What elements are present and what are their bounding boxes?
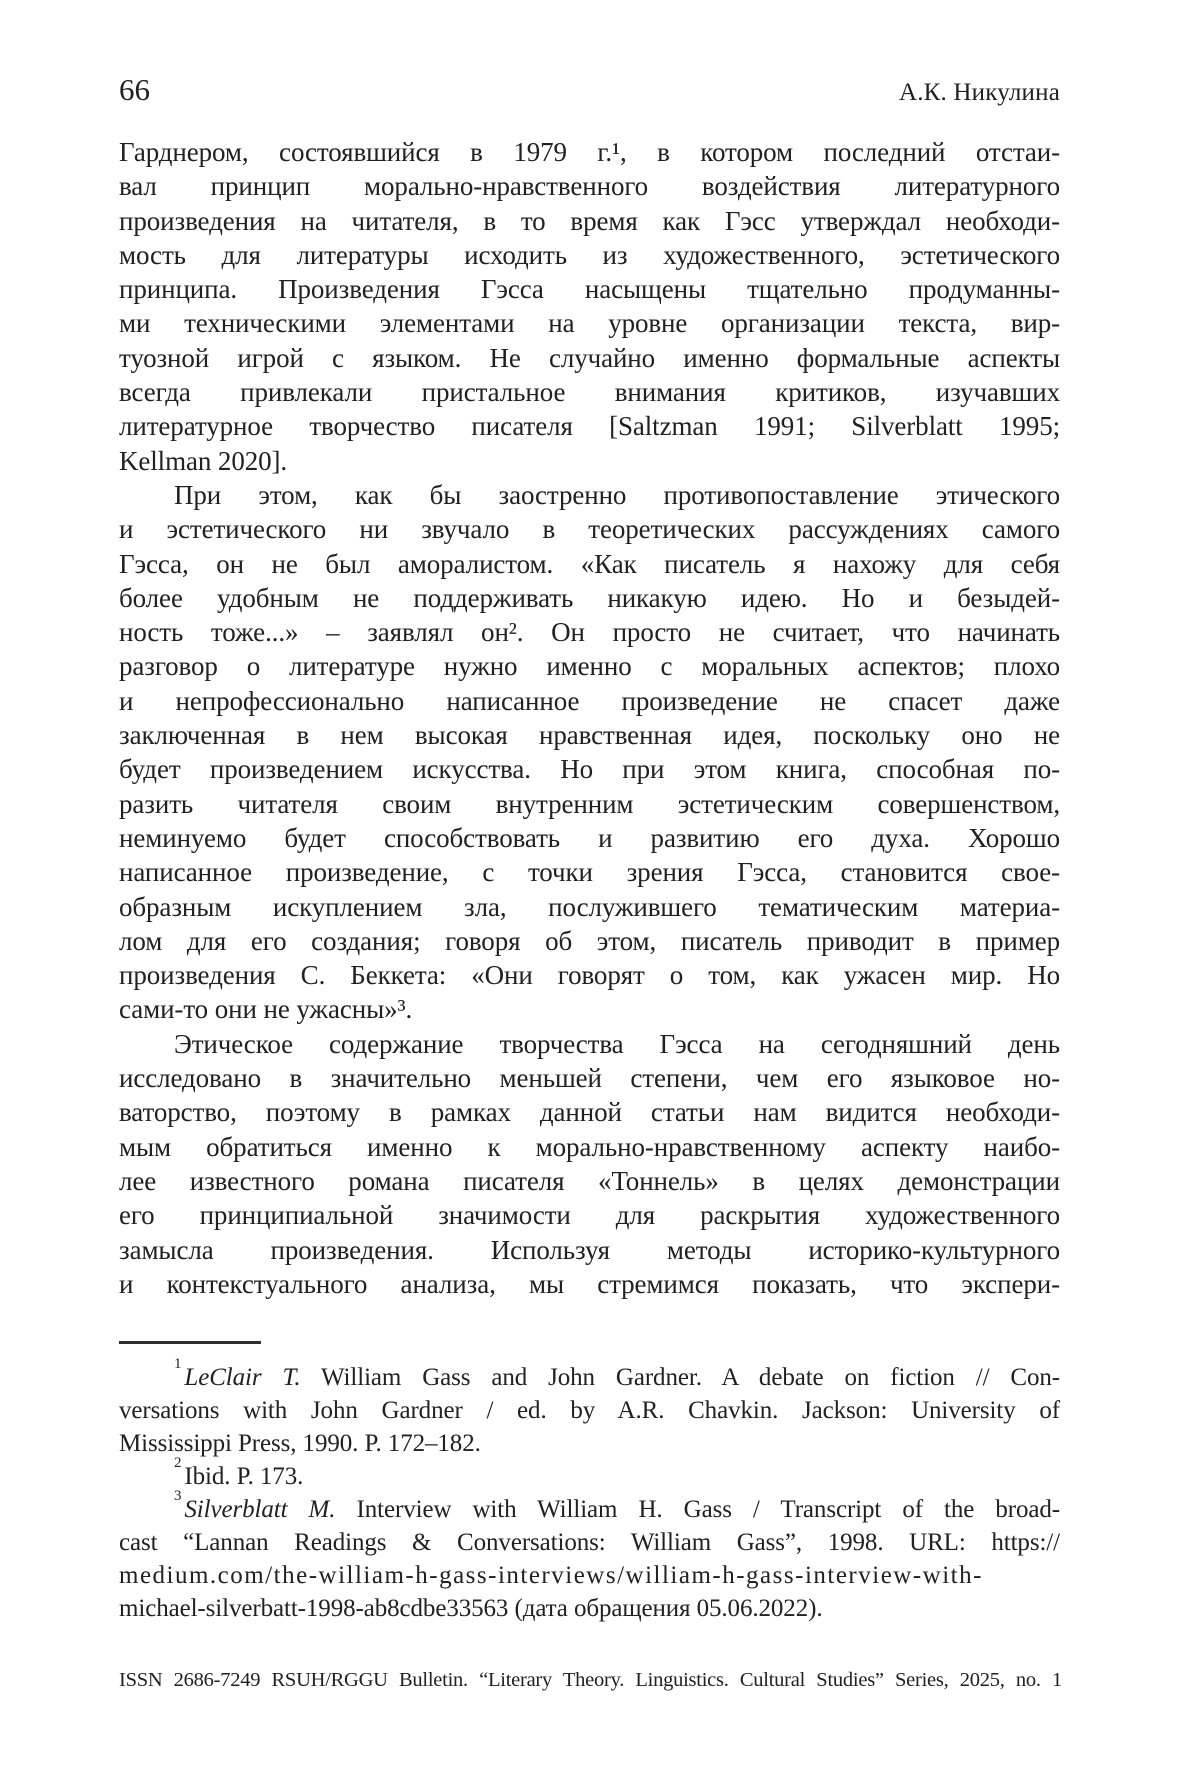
footnote-divider bbox=[119, 1341, 261, 1344]
footnote-line: michael-silverbatt-1998-ab8cdbe33563 (дата обращения 05.06.2022). bbox=[119, 1595, 823, 1622]
footnote-line bbox=[119, 1488, 1061, 1526]
footnotes-section bbox=[119, 1356, 1061, 1625]
text-line: всегда привлекали пристальное внимания критиков, изучавших bbox=[119, 377, 1060, 408]
text-line: туозной игрой с языком. Не случайно именно формальные аспекты bbox=[119, 342, 1060, 373]
text-line: лее известного романа писателя «Тоннель» в целях демонстрации bbox=[119, 1165, 1060, 1196]
text-line: При этом, как бы заостренно противопоставление этического bbox=[174, 479, 1060, 510]
text-line: замысла произведения. Используя методы историко-культурного bbox=[119, 1234, 1060, 1265]
text-line: мым обратиться именно к морально-нравственному аспекту наибо- bbox=[119, 1131, 1060, 1162]
text-line: написанное произведение, с точки зрения Гэсса, становится свое- bbox=[119, 857, 1060, 888]
text-line: неминуемо будет способствовать и развитию его духа. Хорошо bbox=[119, 822, 1060, 853]
text-line: лом для его создания; говоря об этом, писатель приводит в пример bbox=[119, 925, 1060, 956]
text-line: исследовано в значительно меньшей степени, чем его языковое но- bbox=[119, 1063, 1060, 1094]
footnote-line: versations with John Gardner / ed. by A.R. Chavkin. Jackson: University of bbox=[119, 1397, 1060, 1424]
footnote-marker: 2 bbox=[174, 1455, 182, 1472]
text-line: и непрофессионально написанное произведение не спасет даже bbox=[119, 685, 1060, 716]
footnote-line: cast “Lannan Readings & Conversations: William Gass”, 1998. URL: https:// bbox=[119, 1529, 1060, 1556]
footnote-author: LeClair T. bbox=[184, 1364, 301, 1391]
footnote-url-line: medium.com/the-william-h-gass-interviews/william-h-gass-interview-with- bbox=[119, 1562, 983, 1589]
footnote-line: Mississippi Press, 1990. P. 172–182. bbox=[119, 1430, 481, 1457]
text-line: и эстетического ни звучало в теоретических рассуждениях самого bbox=[119, 514, 1060, 545]
text-line: произведения С. Беккета: «Они говорят о том, как ужасен мир. Но bbox=[119, 960, 1060, 991]
article-body bbox=[119, 135, 1060, 1301]
footnote-text: William Gass and John Gardner. A debate on fiction // Con- bbox=[321, 1364, 1060, 1391]
journal-footer: ISSN 2686-7249 RSUH/RGGU Bulletin. “Literary Theory. Linguistics. Cultural Studies” Series, 2025, no. 1 bbox=[119, 1669, 1062, 1691]
text-line: ваторство, поэтому в рамках данной статьи нам видится необходи- bbox=[119, 1097, 1060, 1128]
text-line: Гарднером, состоявшийся в 1979 г.¹, в котором последний отстаи- bbox=[119, 137, 1060, 167]
text-line: разить читателя своим внутренним эстетическим совершенством, bbox=[119, 788, 1060, 819]
footnote-marker: 1 bbox=[174, 1356, 182, 1373]
text-line: Этическое содержание творчества Гэсса на сегодняшний день bbox=[174, 1028, 1060, 1059]
text-line: вал принцип морально-нравственного воздействия литературного bbox=[119, 171, 1060, 202]
page-header bbox=[119, 72, 1060, 108]
text-line: Гэсса, он не был аморалистом. «Как писатель я нахожу для себя bbox=[119, 548, 1060, 579]
running-head-author: А.К. Никулина bbox=[898, 79, 1060, 106]
text-line: заключенная в нем высокая нравственная идея, поскольку оно не bbox=[119, 720, 1060, 751]
text-line: мость для литературы исходить из художественного, эстетического bbox=[119, 239, 1060, 270]
text-line: образным искуплением зла, послужившего тематическим материа- bbox=[119, 891, 1060, 922]
page-number: 66 bbox=[119, 72, 150, 107]
text-line: сами-то они не ужасны»³. bbox=[119, 994, 413, 1025]
footnote-text: Ibid. P. 173. bbox=[184, 1463, 304, 1490]
text-line: ность тоже...» – заявлял он². Он просто не считает, что начинать bbox=[119, 617, 1060, 648]
text-line: ми техническими элементами на уровне организации текста, вир- bbox=[119, 308, 1060, 339]
text-line: литературное творчество писателя [Saltzman 1991; Silverblatt 1995; bbox=[119, 411, 1060, 442]
footnote-line bbox=[119, 1455, 1060, 1493]
text-line: Kellman 2020]. bbox=[119, 445, 288, 476]
text-line: разговор о литературе нужно именно с моральных аспектов; плохо bbox=[119, 651, 1060, 682]
footnote-author: Silverblatt M. bbox=[184, 1496, 336, 1523]
text-line: будет произведением искусства. Но при этом книга, способная по- bbox=[119, 754, 1060, 785]
footnote-line bbox=[119, 1356, 1060, 1394]
text-line: его принципиальной значимости для раскрытия художественного bbox=[119, 1200, 1060, 1231]
text-line: более удобным не поддерживать никакую идею. Но и безыдей- bbox=[119, 582, 1060, 613]
footnote-marker: 3 bbox=[174, 1488, 182, 1505]
text-line: произведения на читателя, в то время как Гэсс утверждал необходи- bbox=[119, 205, 1060, 236]
text-line: принципа. Произведения Гэсса насыщены тщательно продуманны- bbox=[119, 274, 1060, 305]
text-line: и контекстуального анализа, мы стремимся показать, что экспери- bbox=[119, 1268, 1060, 1299]
footnote-text: Interview with William H. Gass / Transcript of the broad- bbox=[356, 1496, 1061, 1523]
